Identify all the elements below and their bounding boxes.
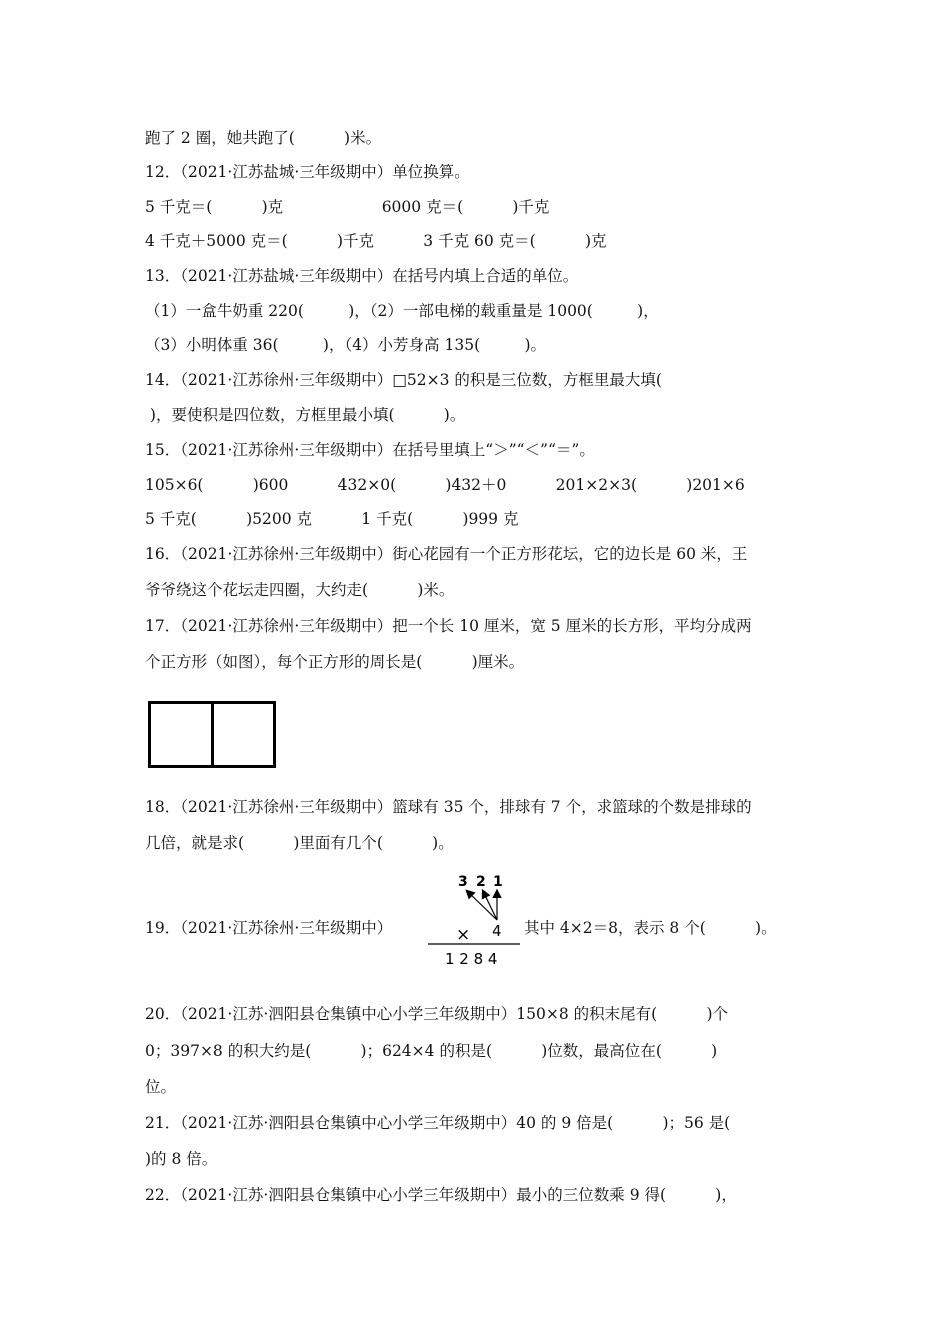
arrow-to-2 — [483, 891, 497, 920]
q14-stem: 14．（2021·江苏徐州·三年级期中）□52×3 的积是三位数，方框里最大填( — [145, 371, 662, 389]
top-digit-3: 3 — [458, 874, 468, 890]
q16-continuation: 爷爷绕这个花坛走四圈，大约走( )米。 — [145, 581, 455, 599]
q12-row1: 5 千克＝( )克 6000 克＝( )千克 — [145, 198, 550, 216]
top-digit-2: 2 — [476, 874, 486, 890]
q15-row1: 105×6( )600 432×0( )432＋0 201×2×3( )201×6 — [145, 476, 745, 494]
q15-stem: 15．（2021·江苏徐州·三年级期中）在括号里填上“＞”“＜”“＝”。 — [145, 441, 595, 459]
q11-continuation: 跑了 2 圈，她共跑了( )米。 — [145, 129, 382, 147]
q12-stem: 12．（2021·江苏盐城·三年级期中）单位换算。 — [145, 163, 470, 181]
two-squares-figure — [148, 701, 276, 768]
multiplication-figure — [425, 870, 530, 970]
multiplier-digit: 4 — [492, 922, 502, 940]
q18-stem: 18．（2021·江苏徐州·三年级期中）篮球有 35 个，排球有 7 个，求篮球的个数是排球的 — [145, 798, 752, 816]
q19-continuation: 其中 4×2＝8，表示 8 个( )。 — [524, 919, 777, 937]
q16-stem: 16．（2021·江苏徐州·三年级期中）街心花园有一个正方形花坛，它的边长是 60 米，王 — [145, 545, 748, 563]
q15-row2: 5 千克( )5200 克 1 千克( )999 克 — [145, 510, 519, 528]
q17-stem: 17．（2021·江苏徐州·三年级期中）把一个长 10 厘米，宽 5 厘米的长方形，平均分成两 — [145, 617, 752, 635]
q21-stem: 21．（2021·江苏·泗阳县仓集镇中心小学三年级期中）40 的 9 倍是( )；56 是( — [145, 1114, 731, 1132]
q13-row1: （1）一盒牛奶重 220( )，（2）一部电梯的载重量是 1000( )， — [145, 302, 659, 320]
q22-stem: 22．（2021·江苏·泗阳县仓集镇中心小学三年级期中）最小的三位数乘 9 得( )， — [145, 1186, 737, 1204]
times-sign: × — [456, 925, 471, 945]
q18-continuation: 几倍，就是求( )里面有几个( )。 — [145, 834, 454, 852]
q14-continuation: )，要使积是四位数，方框里最小填( )。 — [145, 406, 466, 424]
q12-row2: 4 千克＋5000 克＝( )千克 3 千克 60 克＝( )克 — [145, 232, 607, 250]
q20-row2: 0；397×8 的积大约是( )；624×4 的积是( )位数，最高位在( ) — [145, 1042, 718, 1060]
square-divider — [211, 704, 214, 765]
q20-stem: 20．（2021·江苏·泗阳县仓集镇中心小学三年级期中）150×8 的积末尾有( )个 — [145, 1005, 729, 1023]
q13-stem: 13．（2021·江苏盐城·三年级期中）在括号内填上合适的单位。 — [145, 267, 579, 285]
q21-continuation: )的 8 倍。 — [145, 1150, 218, 1168]
q13-row2: （3）小明体重 36( )，（4）小芳身高 135( )。 — [145, 336, 547, 354]
product-result: 1 2 8 4 — [445, 950, 498, 968]
q17-continuation: 个正方形（如图），每个正方形的周长是( )厘米。 — [145, 653, 525, 671]
arrow-to-3 — [467, 891, 497, 920]
q20-row3: 位。 — [145, 1078, 177, 1096]
q19-stem: 19．（2021·江苏徐州·三年级期中） — [145, 919, 393, 937]
top-digit-1: 1 — [493, 874, 503, 890]
